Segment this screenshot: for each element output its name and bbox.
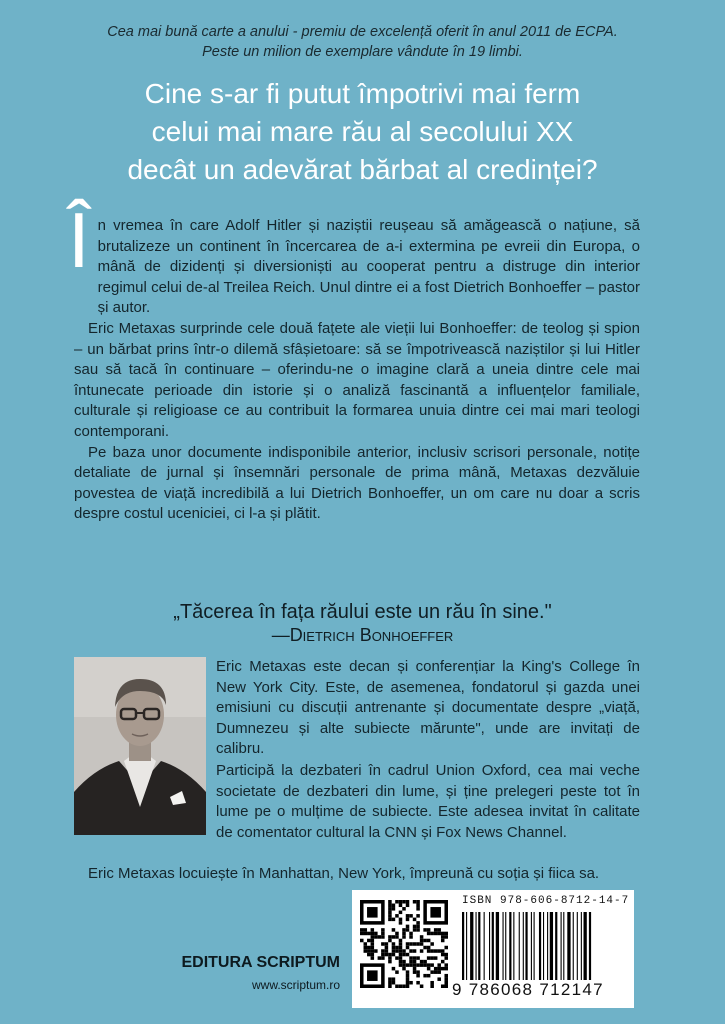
bio-paragraph-2-text: Participă la dezbateri în cadrul Union Oxford, cea mai veche societate de dezbateri din lume, și ține prelegeri peste tot în lume pe o mulțime de subiecte. Este adesea invitat în calitate de comentator cultural la CNN și Fox News Channel. [216,762,640,841]
book-description [68,196,640,525]
pull-quote: „Tăcerea în fața răului este un rău în sine." [173,601,552,623]
description-paragraph-3: Pe baza unor documente indisponibile anterior, inclusiv scrisori personale, notițe detaliate de jurnal și însemnări personale de prima mână, Metaxas dezvăluie povestea de viață incredibilă a lui Dietrich Bonhoeffer, un om care nu doar a scris despre costul uceniciei, ci l-a și plătit. [74,443,640,523]
award-line-1: Cea mai bună carte a anului - premiu de excelență oferit în anul 2011 de ECPA. [107,24,618,40]
quote-dash: — [271,625,290,645]
description-paragraph-2: Eric Metaxas surprinde cele două fațete ale vieții lui Bonhoeffer: de teolog și spion – un bărbat prins într-o dilemă sfâșietoare: să se împotrivească naziștilor și lui Hitler sau să tacă în continuare – oferindu-ne o imagine clară a uneia dintre cele mai întunecate perioade din istorie și o analiză fascinantă a influențelor familiale, culturale și religioase ce au contribuit la formarea unuia dintre cei mai mari teologi contemporani. [74,319,640,440]
headline-line-1: Cine s-ar fi putut împotrivi mai ferm [144,78,581,109]
isbn-digits: 9 786068 712147 [452,980,604,999]
quote-author-name: Dietrich Bonhoeffer [289,625,454,645]
author-bio-continued [74,761,640,843]
isbn-label: ISBN 978-606-8712-14-7 [462,895,630,907]
barcode-panel [352,890,634,1008]
barcode-icon [460,912,626,980]
headline-line-2: celui mai mare rău al secolului XX [151,116,574,147]
author-bio [216,657,640,760]
publisher-website[interactable]: www.scriptum.ro [251,978,340,992]
headline-line-3: decât un adevărat bărbat al credinței? [127,154,598,185]
headline [0,75,725,189]
bio-paragraph-1: Eric Metaxas este decan și conferențiar la King's College în New York City. Este, de asemenea, fondatorul și gazda unei emisiuni cu discuții antrenante și documentate despre „viață, Dumnezeu și alte subiecte mărunte", unde are invitați de calibru. [216,658,640,758]
drop-cap: Î [68,196,90,284]
publisher-name: EDITURA SCRIPTUM [181,954,340,971]
quote-attribution [0,624,725,646]
qr-code-icon [360,900,448,988]
author-bio-end [74,864,640,885]
description-paragraph-1: n vremea în care Adolf Hitler și naziștii reușeau să amăgească o națiune, să brutalizeze un continent în încercarea de a-i extermina pe evreii din Europa, o mână de dizidenți și diversioniști au cooperat pentru a distruge din interior regimul celui de-al Treilea Reich. Unul dintre ei a fost Dietrich Bonhoeffer – pastor și autor. [97,217,640,317]
bio-paragraph-3: Eric Metaxas locuiește în Manhattan, New York, împreună cu soția și fiica sa. [88,865,600,882]
award-line-2: Peste un milion de exemplare vândute în 19 limbi. [202,44,523,60]
bio-paragraph-2 [74,761,640,843]
award-note [0,22,725,62]
